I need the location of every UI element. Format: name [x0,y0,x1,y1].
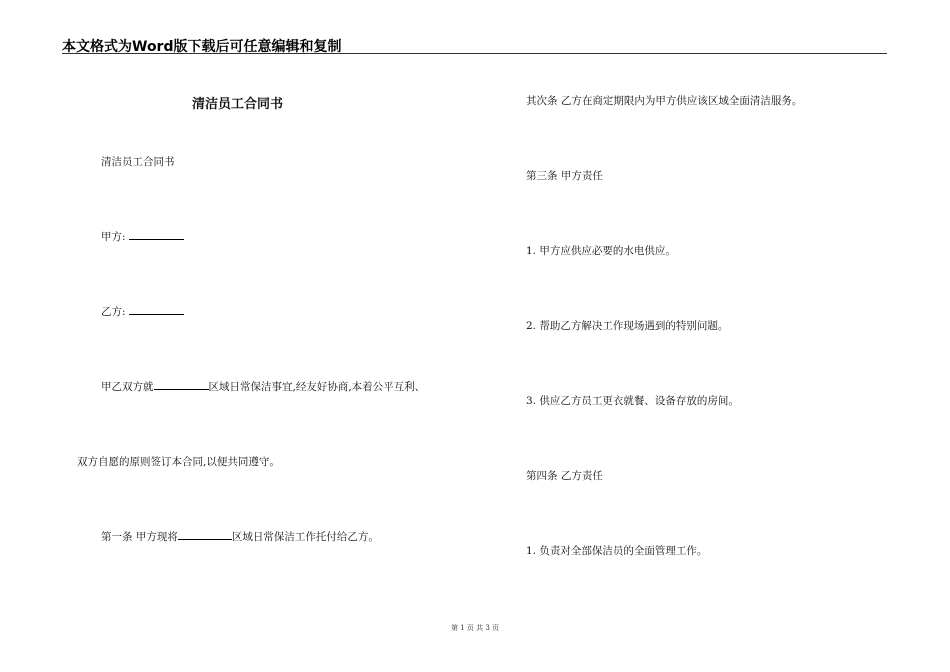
article-4-item-1: 1. 负责对全部保洁员的全面管理工作。 [526,545,708,557]
party-b-line [101,304,184,319]
article-3-item-2: 2. 帮助乙方解决工作现场遇到的特别问题。 [526,320,729,332]
contract-subtitle: 清洁员工合同书 [101,156,175,168]
party-b-label: 乙方: [101,306,126,318]
article-1-line [101,529,379,544]
page-indicator: 第 1 页 共 3 页 [450,624,500,632]
article-3-title: 第三条 甲方责任 [526,170,603,182]
article-3-item-3: 3. 供应乙方员工更衣就餐、设备存放的房间。 [526,395,739,407]
party-a-label: 甲方: [101,231,126,243]
party-a-blank[interactable] [129,229,184,240]
header-divider [62,53,887,54]
article-4-title: 第四条 乙方责任 [526,470,603,482]
document-title: 清洁员工合同书 [191,97,283,112]
article-1-prefix: 第一条 甲方现将 [101,531,178,543]
article-1-suffix: 区域日常保洁工作托付给乙方。 [231,531,379,543]
intro-prefix: 甲乙双方就 [101,381,154,393]
party-b-blank[interactable] [129,304,184,315]
intro-paragraph-line [101,379,425,394]
article-1-area-blank[interactable] [178,529,232,540]
party-a-line [101,229,184,244]
article-2-line: 其次条 乙方在商定期限内为甲方供应该区域全面清洁服务。 [526,95,803,107]
intro-continued-line: 双方自愿的原则签订本合同,以便共同遵守。 [77,456,280,468]
intro-area-blank[interactable] [154,379,209,390]
intro-suffix: 区域日常保洁事宜,经友好协商,本着公平互利、 [208,381,426,393]
article-3-item-1: 1. 甲方应供应必要的水电供应。 [526,245,676,257]
download-notice-header: 本文格式为Word版下载后可任意编辑和复制 [62,39,342,55]
